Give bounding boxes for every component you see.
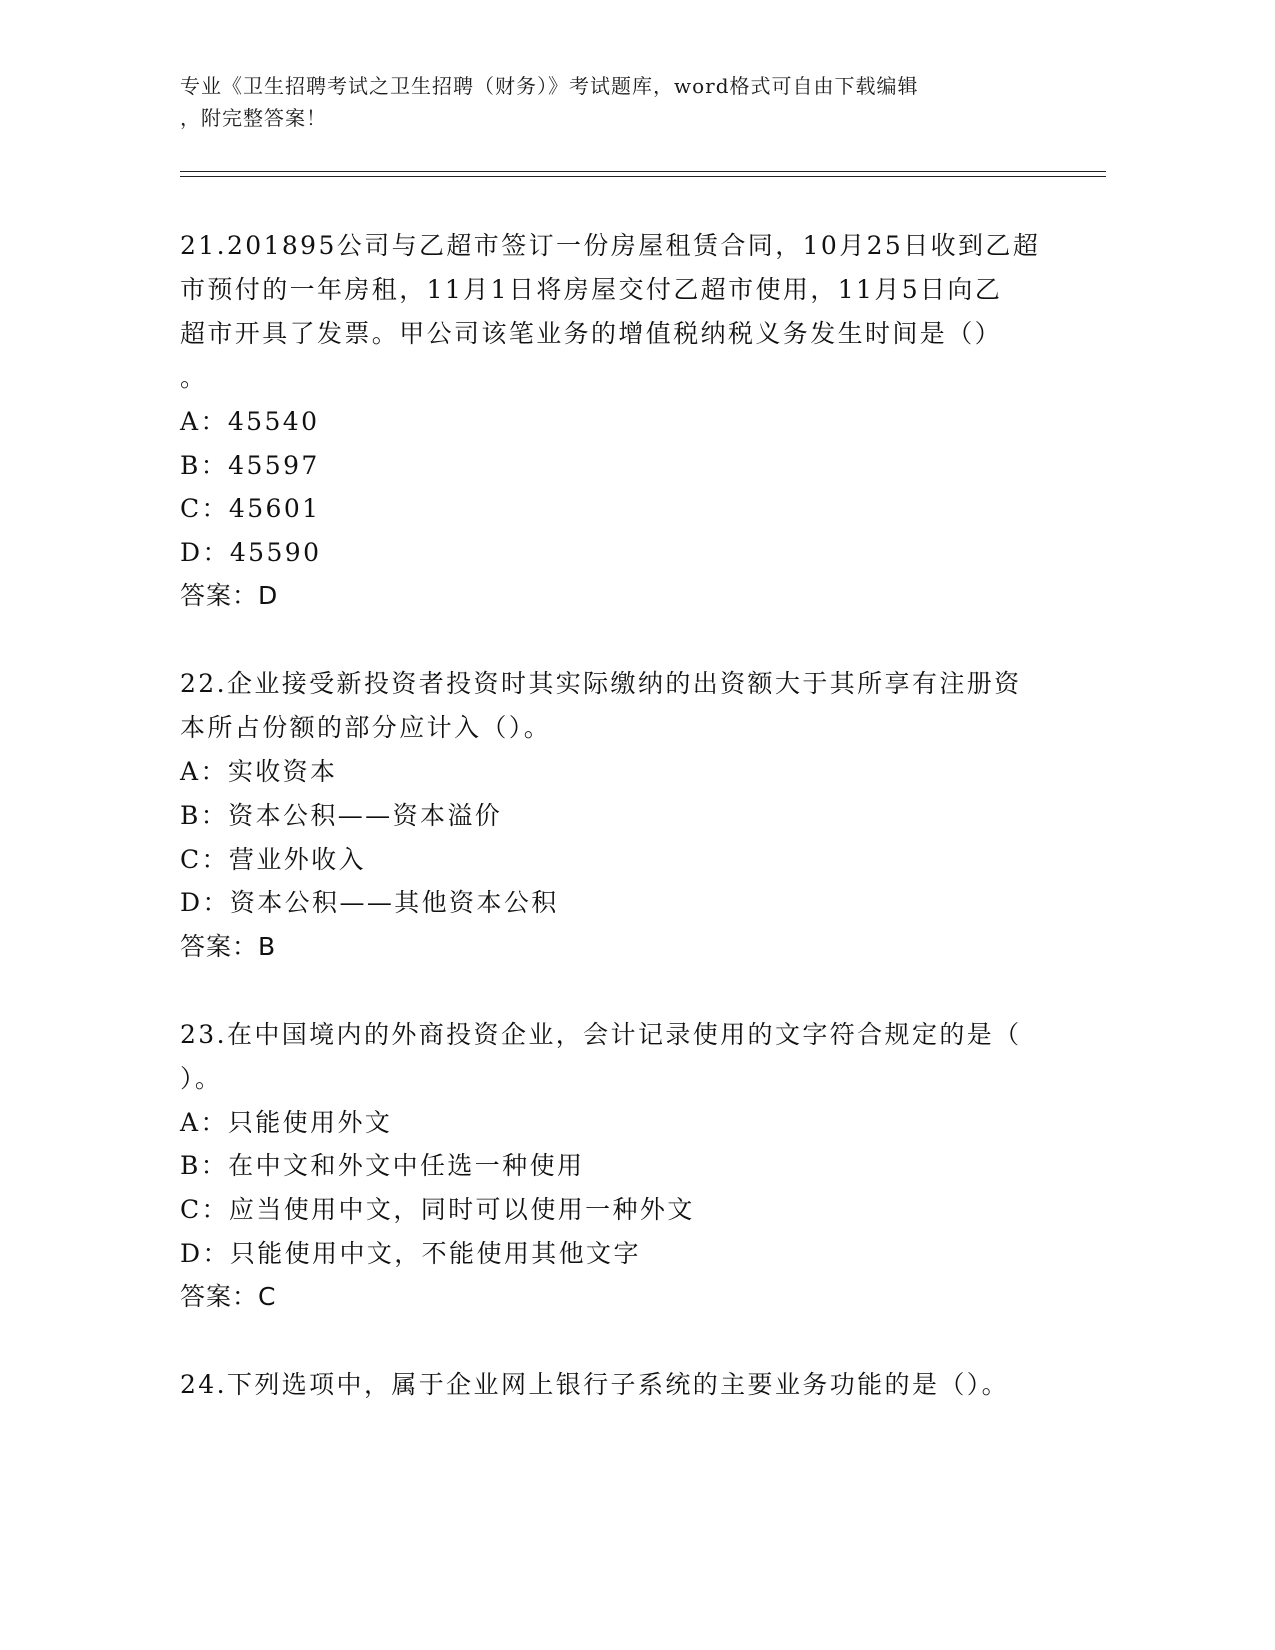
stem-line: 超市开具了发票。甲公司该笔业务的增值税纳税义务发生时间是（） [180, 319, 1003, 348]
option-b: B：45597 [180, 450, 320, 480]
question-23 [180, 1013, 1060, 1319]
option-b: B：资本公积——资本溢价 [180, 800, 503, 830]
option-a: A：45540 [180, 407, 320, 436]
document-header [180, 70, 1040, 134]
answer-line: 答案：C [180, 1282, 277, 1312]
option-c: C：45601 [180, 494, 321, 524]
question-stem [180, 224, 1060, 400]
stem-line: 本所占份额的部分应计入（）。 [180, 713, 552, 743]
question-21 [180, 224, 1060, 618]
question-list [180, 224, 1060, 1451]
header-line-2: ，附完整答案！ [180, 106, 327, 130]
stem-line: ）。 [180, 1063, 223, 1093]
stem-line: 。 [180, 363, 208, 392]
option-a: A：只能使用外文 [180, 1107, 393, 1137]
header-line-1: 专业《卫生招聘考试之卫生招聘（财务）》考试题库，word格式可自由下载编辑 [180, 74, 919, 98]
stem-line: 21.201895公司与乙超市签订一份房屋租赁合同，10月25日收到乙超 [180, 231, 1041, 260]
stem-line: 23.在中国境内的外商投资企业，会计记录使用的文字符合规定的是（ [180, 1019, 1022, 1049]
option-a: A：实收资本 [180, 757, 338, 787]
stem-line: 24.下列选项中，属于企业网上银行子系统的主要业务功能的是（）。 [180, 1370, 1010, 1400]
question-stem [180, 1013, 1060, 1101]
option-b: B：在中文和外文中任选一种使用 [180, 1151, 585, 1181]
question-22 [180, 662, 1060, 968]
option-c: C：应当使用中文，同时可以使用一种外文 [180, 1194, 695, 1224]
question-stem [180, 662, 1060, 750]
stem-line: 22.企业接受新投资者投资时其实际缴纳的出资额大于其所享有注册资 [180, 669, 1022, 699]
answer-line: 答案：B [180, 931, 277, 961]
option-c: C：营业外收入 [180, 844, 366, 874]
option-d: D：45590 [180, 537, 322, 567]
option-d: D：资本公积——其他资本公积 [180, 888, 559, 918]
question-24 [180, 1363, 1060, 1407]
header-divider-bottom [180, 176, 1106, 177]
answer-line: 答案：D [180, 581, 279, 611]
option-d: D：只能使用中文，不能使用其他文字 [180, 1238, 641, 1268]
stem-line: 市预付的一年房租，11月1日将房屋交付乙超市使用，11月5日向乙 [180, 275, 1003, 304]
question-stem [180, 1363, 1060, 1407]
header-divider-top [180, 171, 1106, 172]
